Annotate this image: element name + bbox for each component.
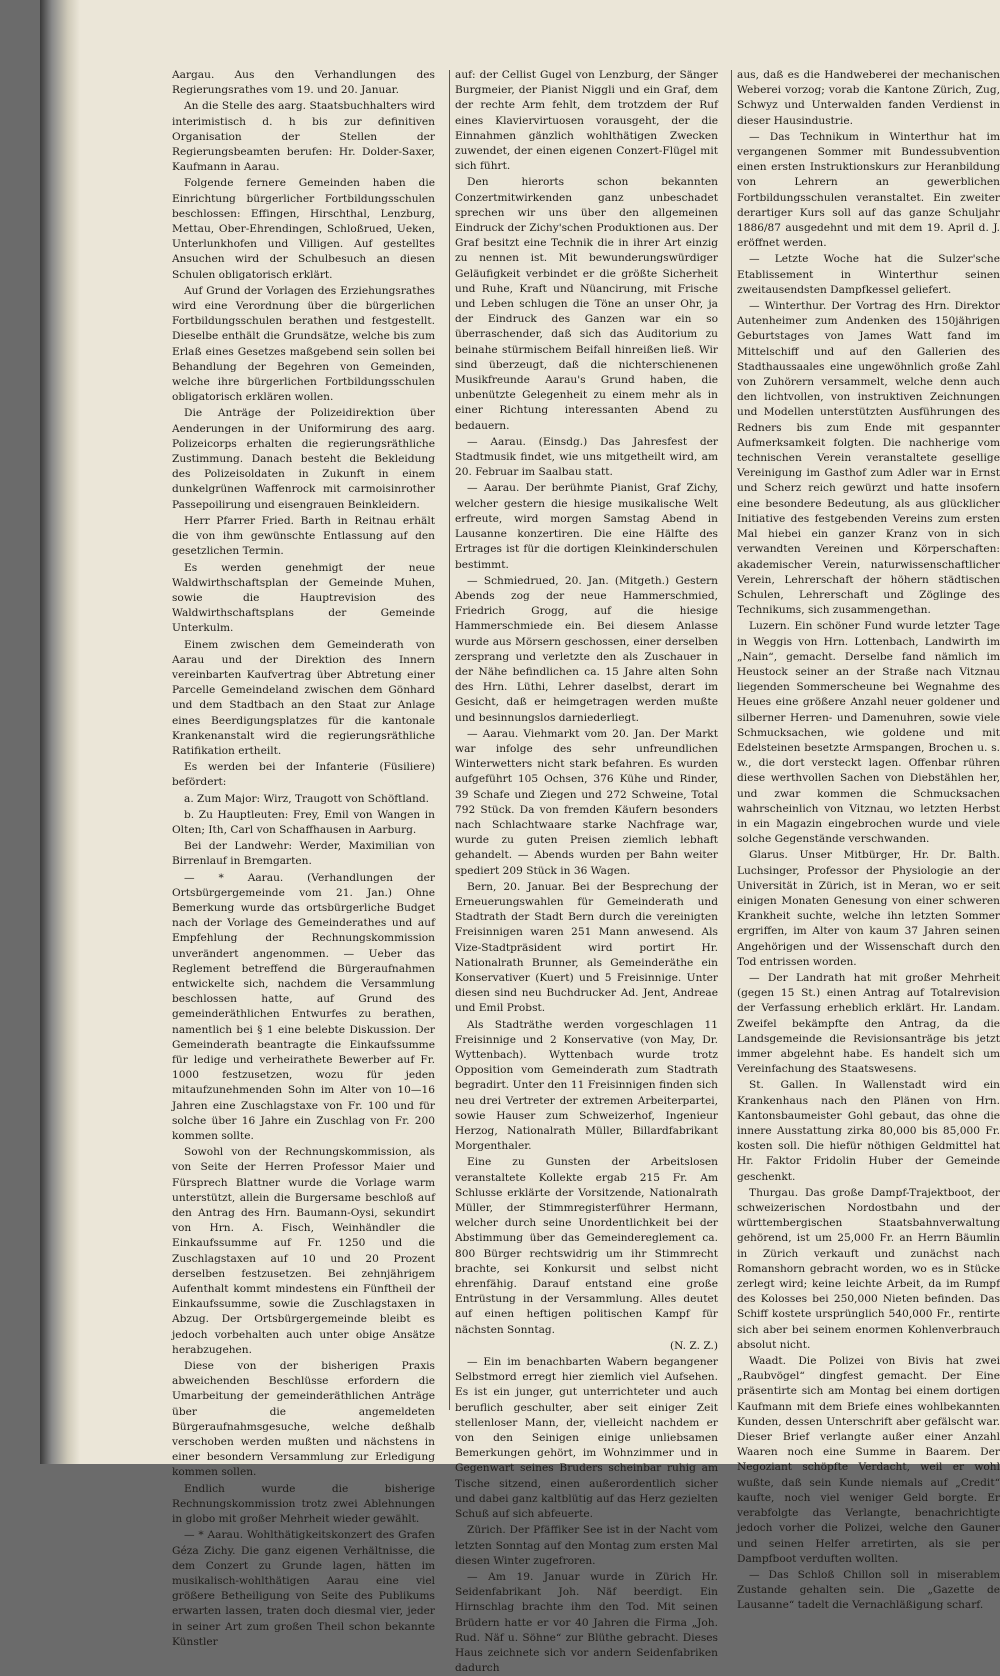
article-paragraph: Waadt. Die Polizei von Bivis hat zwei „Raubvögel“ dingfest gemacht. Der Eine präsentirte sich am Montag bei einem dortigen Kaufmann mit dem Briefe eines wohlbekannten Kunden, dessen Unterschrift aber gefälscht war. Dieser Brief verlangte außer einer Anzahl Waaren noch eine Summe in Baarem. Der Negoziant schöpfte Verdacht, weil er wohl wußte, daß sein Kunde niemals auf „Credit“ kaufte, noch viel weniger Geld borgte. Er verabfolgte das Verlangte, benachrichtigte jedoch vorher die Polizei, welche den Gauner und seinen Helfer arretirten, als sie per Dampfboot verduften wollten.	[737, 1355, 1000, 1565]
article-paragraph: — Ein im benachbarten Wabern begangener Selbstmord erregt hier ziemlich viel Aufsehen. Es ist ein junger, gut unterrichteter und auch beruflich geschulter, aber seit einiger Zeit stellenloser Mann, der, vielleicht nachdem er von den Seinigen einige unliebsamen Bemerkungen gehört, im Wohnzimmer und in Gegenwart seines Bruders scheinbar ruhig am Tische sitzend, einen außerordentlich sicher und dabei ganz kaltblütig auf das Herz gezielten Schuß auf sich abfeuerte.	[455, 1356, 718, 1521]
article-paragraph: Diese von der bisherigen Praxis abweichenden Beschlüsse erfordern die Umarbeitung der gemeinderäthlichen Anträge über die angemeldeten Bürgeraufnahmsgesuche, welche deßhalb verschoben werden mußten und nächstens in einer besondern Versammlung zur Erledigung kommen sollen.	[172, 1360, 435, 1479]
article-paragraph: — Letzte Woche hat die Sulzer'sche Etablissement in Winterthur seinen zweitausendsten Dampfkessel geliefert.	[737, 253, 1000, 296]
article-paragraph: Thurgau. Das große Dampf-Trajektboot, der schweizerischen Nordostbahn und der württembergischen Staatsbahnverwaltung gehörend, ist um 25,000 Fr. an Herrn Bäumlin in Zürich verkauft und zunächst nach Romanshorn gebracht worden, wo es in Stücke zerlegt wird; keine leichte Arbeit, da im Rumpf des Kolosses bei 250,000 Nieten befinden. Das Schiff kostete ursprünglich 540,000 Fr., rentirte sich aber bei seinem enormen Kohlenverbrauch absolut nicht.	[737, 1186, 1000, 1351]
article-paragraph: St. Gallen. In Wallenstadt wird ein Krankenhaus nach den Plänen von Hrn. Kantonsbaumeister Gohl gebaut, das ohne die innere Ausstattung zirka 80,000 bis 85,000 Fr. kosten soll. Die hiefür nöthigen Geldmittel hat Hr. Faktor Fridolin Huber der Gemeinde geschenkt.	[737, 1079, 1000, 1183]
column-divider	[449, 70, 450, 1410]
article-paragraph: — Aarau. Der berühmte Pianist, Graf Zichy, welcher gestern die hiesige musikalische Welt erfreute, wird morgen Samstag Abend in Lausanne konzertiren. Die eine Hälfte des Ertrages ist für die dortigen Kleinkinderschulen bestimmt.	[455, 482, 718, 571]
article-paragraph: Es werden genehmigt der neue Waldwirthschaftsplan der Gemeinde Muhen, sowie die Hauptrevision des Waldwirthschaftsplans der Gemeinde Unterkulm.	[172, 561, 435, 635]
column-right	[737, 68, 1000, 1612]
article-paragraph: Auf Grund der Vorlagen des Erziehungsrathes wird eine Verordnung über die bürgerlichen Fortbildungsschulen berathen und festgestellt. Dieselbe enthält die Grundsätze, welche bis zum Erlaß eines Gesetzes maßgebend sein sollen bei Behandlung der Begehren von Gemeinden, welche ihre bürgerlichen Fortbildungsschulen obligatorisch erklären wollen.	[172, 284, 435, 404]
article-paragraph: Bern, 20. Januar. Bei der Besprechung der Erneuerungswahlen für Gemeinderath und Stadtrath der Stadt Bern durch die vereinigten Freisinnigen waren 251 Mann anwesend. Als Vize-Stadtpräsident wird portirt Hr. Nationalrath Brunner, als Gemeinderäthe ein Konservativer (Kuert) und 5 Freisinnige. Unter diesen sind neu Buchdrucker Ad. Jent, Andreae und Emil Probst.	[455, 880, 718, 1015]
article-paragraph: Aargau. Aus den Verhandlungen des Regierungsrathes vom 19. und 20. Januar.	[172, 69, 435, 97]
article-paragraph: b. Zu Hauptleuten: Frey, Emil von Wangen in Olten; Ith, Carl von Schaffhausen in Aarburg.	[172, 808, 435, 836]
article-paragraph: An die Stelle des aarg. Staatsbuchhalters wird interimistisch d. h bis zur definitiven Organisation der Stellen der Regierungsbeamten berufen: Hr. Dolder-Saxer, Kaufmann in Aarau.	[172, 100, 435, 174]
article-paragraph: — Das Schloß Chillon soll in miserablem Zustande gehalten sein. Die „Gazette de Lausanne“ tadelt die Vernachläßigung scharf.	[737, 1568, 1000, 1612]
article-paragraph: — * Aarau. Wohlthätigkeitskonzert des Grafen Géza Zichy. Die ganz eigenen Verhältnisse, die dem Conzert zu Grunde lagen, hätten im musikalisch-wohlthätigen Aarau eine viel größere Betheiligung von Seite des Publikums erwarten lassen, traten doch diesmal vier, jeder in seiner Art zum großen Theil schon bekannte Künstler	[172, 1529, 435, 1648]
article-paragraph: (N. Z. Z.)	[669, 1339, 718, 1352]
article-paragraph: Herr Pfarrer Fried. Barth in Reitnau erhält die von ihm gewünschte Entlassung auf den gesetzlichen Termin.	[172, 514, 435, 558]
article-paragraph: — Schmiedrued, 20. Jan. (Mitgeth.) Gestern Abends zog der neue Hammerschmied, Friedrich Grogg, auf die hiesige Hammerschmiede ein. Bei diesem Anlasse wurde aus Mörsern geschossen, einer derselben zersprang und verletzte den als Zuschauer in der Nähe befindlichen ca. 15 Jahre alten Sohn des Hrn. Lüthi, Lehrer daselbst, derart im Gesicht, daß er heimgetragen werden mußte und besinnungslos darniederliegt.	[455, 574, 718, 724]
article-paragraph: a. Zum Major: Wirz, Traugott von Schöftland.	[184, 792, 430, 805]
article-paragraph: Den hierorts schon bekannten Conzertmitwirkenden ganz unbeschadet sprechen wir uns über den allgemeinen Eindruck der Zichy'schen Produktionen aus. Der Graf besitzt eine Technik die in ihrer Art einzig zu nennen ist. Mit bewunderungswürdiger Geläufigkeit verbindet er die größte Sicherheit und Ruhe, Kraft und Nüancirung, mit Frische und Leben schlugen die Töne an unser Ohr, ja der Eindruck des Ganzen war ein so überraschender, daß sich das Auditorium zu beinahe stürmischem Beifall hinreißen ließ. Wir sind überzeugt, daß die nichterschienenen Musikfreunde Aarau's Grund haben, die unbenützte Gelegenheit zu einem mehr als in einer Richtung interessanten Abend zu bedauern.	[455, 176, 718, 432]
article-paragraph: Zürich. Der Pfäffiker See ist in der Nacht vom letzten Sonntag auf den Montag zum ersten Mal diesen Winter zugefroren.	[455, 1524, 718, 1567]
page-binding-shadow	[40, 0, 80, 1464]
article-paragraph: Sowohl von der Rechnungskommission, als von Seite der Herren Professor Maier und Fürsprech Blattner wurde die Vorlage warm unterstützt, allein die Burgersame beschloß auf den Antrag des Hrn. Baumann-Oysi, sekundirt von Hrn. A. Fisch, Weinhändler die Einkaufssumme auf Fr. 1250 und die Zuschlagstaxen auf 10 und 20 Prozent derselben festzusetzen. Bei zehnjährigem Aufenthalt kommt mindestens ein Fünftheil der Einkaufssumme, sowie die Zuschlagstaxen in Abzug. Der Ortsbürgergemeinde bleibt es jedoch vorbehalten auch unter obige Ansätze herabzugehen.	[172, 1146, 435, 1356]
newspaper-page	[40, 0, 1000, 1675]
article-paragraph: Als Stadträthe werden vorgeschlagen 11 Freisinnige und 2 Konservative (von May, Dr. Wyttenbach). Wyttenbach wurde trotz Opposition vom Gemeinderath zum Stadtrath begradirt. Unter den 11 Freisinnigen finden sich neu drei Vertreter der extremen Arbeiterpartei, sowie Hauser zum Schweizerhof, Ingenieur Herzog, Nationalrath Müller, Billardfabrikant Morgenthaler.	[455, 1018, 718, 1153]
article-paragraph: Einem zwischen dem Gemeinderath von Aarau und der Direktion des Innern vereinbarten Kaufvertrag über Abtretung einer Parcelle Gemeindeland zwischen dem Gönhard und dem Stadtbach an den Staat zur Anlage eines Beerdigungsplatzes für die kantonale Krankenanstalt wird die regierungsräthliche Ratifikation ertheilt.	[172, 638, 435, 757]
article-paragraph: Endlich wurde die bisherige Rechnungskommission trotz zwei Ablehnungen in globo mit großer Mehrheit wieder gewählt.	[172, 1482, 435, 1526]
article-paragraph: auf: der Cellist Gugel von Lenzburg, der Sänger Burgmeier, der Pianist Niggli und ein Graf, dem der rechte Arm fehlt, dem trotzdem der Ruf eines Klaviervirtuosen vorausgeht, der die Einnahmen gänzlich wohlthätigen Zwecken zuwendet, der einen eigenen Conzert-Flügel mit sich führt.	[455, 69, 718, 173]
article-paragraph: Es werden bei der Infanterie (Füsiliere) befördert:	[172, 761, 435, 789]
column-left	[172, 68, 435, 1648]
article-paragraph: Luzern. Ein schöner Fund wurde letzter Tage in Weggis von Hrn. Lottenbach, Landwirth im „Nain“, gemacht. Derselbe fand nämlich im Heustock seiner an der Straße nach Vitznau liegenden Sommerscheune bei Wegnahme des Heues eine größere Anzahl neuer goldener und silberner Herren- und Damenuhren, sowie viele Schmucksachen, wie goldene und mit Edelsteinen besetzte Armspangen, Brochen u. s. w., die dort versteckt lagen. Offenbar rühren diese werthvollen Sachen von Diebstählen her, und zwar kommen die Schmucksachen wahrscheinlich von Vitznau, wo letzten Herbst in ein Magazin eingebrochen wurde und viele solche Gegenstände verschwanden.	[737, 620, 1000, 846]
article-paragraph: — Winterthur. Der Vortrag des Hrn. Direktor Autenheimer zum Andenken des 150jährigen Geburtstages von James Watt fand im Mittelschiff und auf den Gallerien des Stadthaussaales eine ungewöhnlich große Zahl von Zuhörern versammelt, welche denn auch den lichtvollen, von instruktiven Zeichnungen und Modellen unterstützten Ausführungen des Redners bis zum Ende mit gespannter Aufmerksamkeit folgten. Die nachherige vom technischen Verein veranstaltete gesellige Vereinigung im Gasthof zum Adler war in Ernst und Scherz reich gewürzt und hatte insofern eine besondere Bedeutung, als aus glücklicher Initiative des festgebenden Vereins zum ersten Mal hiebei ein ganzer Kranz von in sich verwandten Vereinen und Körperschaften: akademischer Verein, naturwissenschaftlicher Verein, Lehrerschaft der höhern städtischen Schulen, Lehrerschaft und Zöglinge des Technikums, sich zusammengethan.	[737, 300, 1000, 617]
column-middle	[455, 68, 718, 1675]
article-paragraph: Folgende fernere Gemeinden haben die Einrichtung bürgerlicher Fortbildungsschulen beschlossen: Effingen, Hirschthal, Lenzburg, Mettau, Ober-Ehrendingen, Schloßrued, Ueken, Unterlunkhofen und Villigen. Auf gestelltes Ansuchen wird der Schulbesuch an diesen Schulen obligatorisch erklärt.	[172, 177, 435, 281]
article-paragraph: — Aarau. Viehmarkt vom 20. Jan. Der Markt war infolge des sehr unfreundlichen Winterwetters nicht stark befahren. Es wurden aufgeführt 105 Ochsen, 376 Kühe und Rinder, 39 Schafe und Ziegen und 272 Schweine, Total 792 Stück. Da von fremden Käufern besonders nach Schlachtwaare starke Nachfrage war, wurde zu guten Preisen ziemlich lebhaft gehandelt. — Abends wurden per Bahn weiter spediert 209 Stück in 36 Wagen.	[455, 727, 718, 877]
article-paragraph: — Der Landrath hat mit großer Mehrheit (gegen 15 St.) einen Antrag auf Totalrevision der Verfassung erheblich erklärt. Hr. Landam. Zweifel bekämpfte den Antrag, da die Landsgemeinde die Revisionsanträge bis jetzt immer abgelehnt habe. Es handelt sich um Vereinfachung des Staatswesens.	[737, 971, 1000, 1076]
article-paragraph: — Am 19. Januar wurde in Zürich Hr. Seidenfabrikant Joh. Näf beerdigt. Ein Hirnschlag brachte ihm den Tod. Mit seinen Brüdern hatte er vor 40 Jahren die Firma „Joh. Rud. Näf u. Söhne“ zur Blüthe gebracht. Dieses Haus zeichnete sich vor andern Seidenfabriken dadurch	[455, 1570, 718, 1675]
article-paragraph: Die Anträge der Polizeidirektion über Aenderungen in der Uniformirung des aarg. Polizeicorps erhalten die regierungsräthliche Zustimmung. Danach besteht die Bekleidung des Polizeisoldaten in Zukunft in einem dunkelgrünen Waffenrock mit carmoisinrother Passepoilirung und eisengrauen Beinkleidern.	[172, 407, 435, 511]
article-paragraph: aus, daß es die Handweberei der mechanischen Weberei vorzog; vorab die Kantone Zürich, Zug, Schwyz und Unterwalden fanden Verdienst in dieser Hausindustrie.	[737, 69, 1000, 127]
article-paragraph: — * Aarau. (Verhandlungen der Ortsbürgergemeinde vom 21. Jan.) Ohne Bemerkung wurde das ortsbürgerliche Budget nach der Vorlage des Gemeinderathes und auf Empfehlung der Rechnungskommission unverändert angenommen. — Ueber das Reglement betreffend die Bürgeraufnahmen entwickelte sich, nachdem die Versammlung beschlossen hatte, auf Grund des gemeinderäthlichen Entwurfes zu berathen, namentlich bei § 1 eine belebte Diskussion. Der Gemeinderath beantragte die Einkaufssumme für ledige und verheirathete Bewerber auf Fr. 1000 festzusetzen, wozu für jeden mitaufzunehmenden Sohn im Alter von 10—16 Jahren eine Zuschlagstaxe von Fr. 100 und für solche über 16 Jahre ein Zuschlag von Fr. 200 kommen sollte.	[172, 871, 435, 1143]
article-paragraph: — Aarau. (Einsdg.) Das Jahresfest der Stadtmusik findet, wie uns mitgetheilt wird, am 20. Februar im Saalbau statt.	[455, 435, 718, 479]
article-paragraph: Eine zu Gunsten der Arbeitslosen veranstaltete Kollekte ergab 215 Fr. Am Schlusse erklärte der Vorsitzende, Nationalrath Müller, der Stimmregisterführer Hermann, welcher durch seine Unordentlichkeit bei der Abstimmung über das Gemeindereglement ca. 800 Bürger rechtswidrig um ihr Stimmrecht brachte, sei Konkursit und selbst nicht ehrenfähig. Darauf entstand eine große Entrüstung in der Versammlung. Alles deutet auf einen heftigen politischen Kampf für nächsten Sonntag.	[455, 1156, 718, 1336]
article-paragraph: Glarus. Unser Mitbürger, Hr. Dr. Balth. Luchsinger, Professor der Physiologie an der Universität in Zürich, ist in Meran, wo er seit einigen Monaten Genesung von einer schweren Krankheit suchte, welche ihn letzten Sommer ergriffen, im Alter von kaum 37 Jahren seinen Angehörigen und der Wissenschaft durch den Tod entrissen worden.	[737, 849, 1000, 968]
article-paragraph: — Das Technikum in Winterthur hat im vergangenen Sommer mit Bundessubvention einen ersten Instruktionskurs zur Heranbildung von Lehrern an gewerblichen Fortbildungsschulen veranstaltet. Ein zweiter derartiger Kurs soll auf das ganze Schuljahr 1886/87 ausgedehnt und mit dem 19. April d. J. eröffnet werden.	[737, 130, 1000, 250]
column-divider	[731, 70, 732, 1410]
article-paragraph: Bei der Landwehr: Werder, Maximilian von Birrenlauf in Bremgarten.	[172, 840, 435, 868]
